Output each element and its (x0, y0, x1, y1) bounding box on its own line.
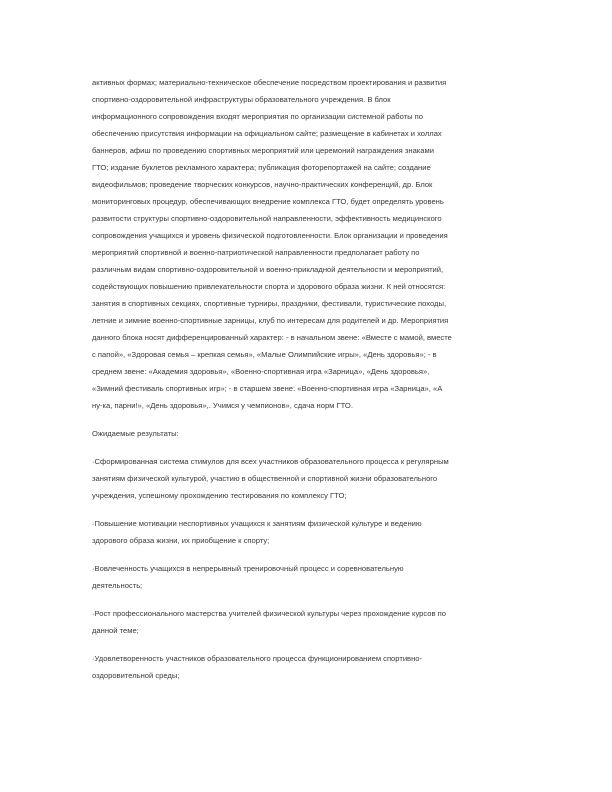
text-line: среднем звене: «Академия здоровья», «Военно-спортивная игра «Зарница», «День здоровья», (92, 367, 430, 376)
text-line: обеспечению присутствия информации на официальном сайте; размещение в кабинетах и холлах (92, 129, 442, 138)
result-item (92, 605, 532, 639)
paragraph-spacer (92, 504, 532, 515)
text-line: видеофильмов; проведение творческих конкурсов, научно-практических конференций, др. Блок (92, 180, 433, 189)
text-line: информационного сопровождения входят мероприятия по организации системной работы по (92, 112, 424, 121)
main-paragraph (92, 74, 532, 414)
text-line: различным видам спортивно-оздоровительной и военно-прикладной деятельности и мероприятий, (92, 265, 444, 274)
text-line: занятиям физической культурой, участию в общественной и спортивной жизни образовательного (92, 474, 438, 483)
text-line: учреждения, успешному прохождению тестирования по комплексу ГТО; (92, 491, 347, 500)
paragraph-spacer (92, 639, 532, 650)
text-line: развитости структуры спортивно-оздоровительной направленности, эффективность медицинского (92, 214, 442, 223)
text-line: ГТО; издание буклетов рекламного характера; публикация фоторепортажей на сайте; создание (92, 163, 431, 172)
document-body (92, 74, 532, 684)
result-item (92, 453, 532, 504)
text-line: баннеров, афиш по проведению спортивных мероприятий или церемоний награждения знаками (92, 146, 434, 155)
text-line: данного блока носят дифференцированный характер: - в начальном звене: «Вместе с мамой, вместе (92, 333, 452, 342)
text-line: летние и зимние военно-спортивные зарницы, клуб по интересам для родителей и др. Мероприятия (92, 316, 449, 325)
text-line: оздоровительной среды; (92, 671, 180, 680)
text-line: ·Вовлеченность учащихся в непрерывный тренировочный процесс и соревновательную (92, 564, 404, 573)
paragraph-spacer (92, 442, 532, 453)
text-line: мероприятий спортивной и военно-патриотической направленности предполагает работу по (92, 248, 420, 257)
text-line: активных формах; материально-техническое обеспечение посредством проектирования и развития (92, 78, 447, 87)
text-line: спортивно-оздоровительной инфраструктуры образовательного учреждения. В блок (92, 95, 391, 104)
text-line: с папой», «Здоровая семья – крепкая семья», «Малые Олимпийские игры», «День здоровья»; - в (92, 350, 437, 359)
text-line: ·Рост профессионального мастерства учителей физической культуры через прохождение курсов по (92, 609, 446, 618)
text-line: занятия в спортивных секциях, спортивные турниры, праздники, фестивали, туристические походы, (92, 299, 447, 308)
text-line: ·Сформированная система стимулов для всех участников образовательного процесса к регулярным (92, 457, 449, 466)
text-line: ·Удовлетворенность участников образовательного процесса функционированием спортивно- (92, 654, 423, 663)
text-line: ·Повышение мотивации неспортивных учащихся к занятиям физической культуре и ведению (92, 519, 422, 528)
results-heading (92, 425, 532, 442)
text-line: мониторинговых процедур, обеспечивающих внедрение комплекса ГТО, будет определять уровень (92, 197, 444, 206)
text-line: содействующих повышению привлекательности спорта и здорового образа жизни. К ней относятся: (92, 282, 446, 291)
results-heading-text: Ожидаемые результаты: (92, 429, 179, 438)
text-line: деятельность; (92, 581, 143, 590)
text-line: здорового образа жизни, их приобщение к спорту; (92, 536, 270, 545)
paragraph-spacer (92, 594, 532, 605)
text-line: сопровождения учащихся и уровень физической подготовленности. Блок организации и проведения (92, 231, 448, 240)
text-line: ну-ка, парни!», «День здоровья»,. Учимся у чемпионов», сдача норм ГТО. (92, 401, 353, 410)
result-item (92, 515, 532, 549)
result-item (92, 650, 532, 684)
text-line: данной теме; (92, 626, 139, 635)
paragraph-spacer (92, 414, 532, 425)
text-line: «Зимний фестиваль спортивных игр»; - в старшем звене: «Военно-спортивная игра «Зарница», «А (92, 384, 443, 393)
result-item (92, 560, 532, 594)
paragraph-spacer (92, 549, 532, 560)
